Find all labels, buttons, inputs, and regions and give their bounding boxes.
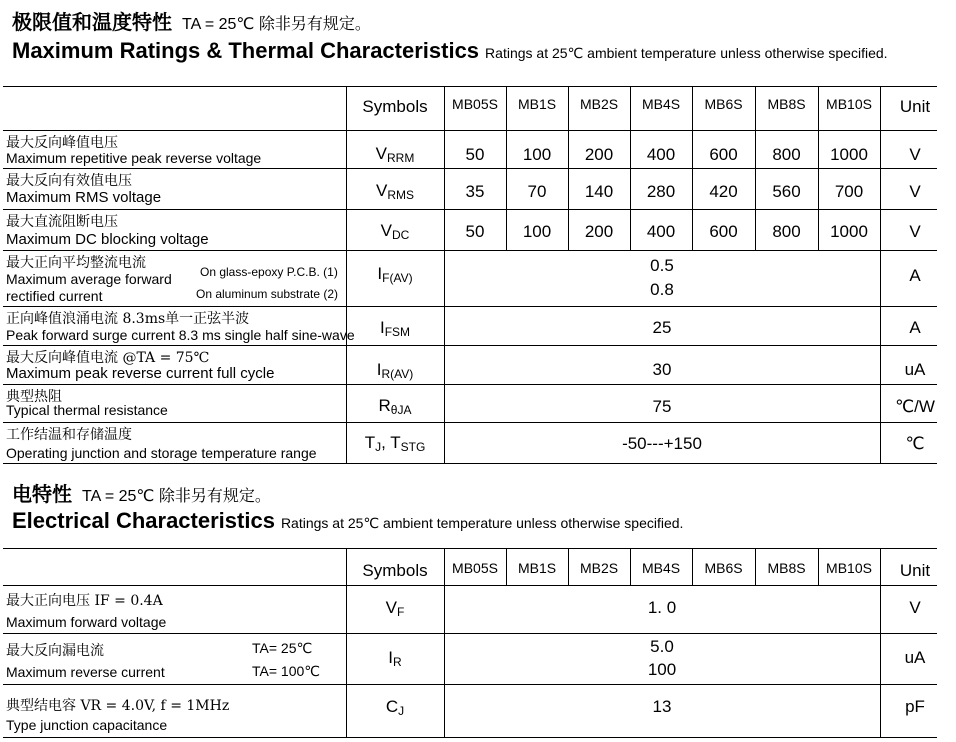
- model-header: MB05S: [452, 96, 498, 112]
- unit-cell: V: [909, 145, 921, 164]
- elec-heading-cn: [12, 478, 271, 507]
- unit-cell: A: [909, 318, 921, 337]
- model-header: MB2S: [579, 560, 619, 576]
- param-en: Maximum peak reverse current full cycle: [6, 365, 275, 382]
- param-cn: 最大反向漏电流: [6, 643, 104, 659]
- param-en: Maximum RMS voltage: [6, 189, 162, 206]
- model-header: MB2S: [579, 96, 619, 112]
- model-header: MB1S: [517, 96, 557, 112]
- model-header: MB6S: [704, 96, 743, 112]
- symbol: $I_R$: [388, 648, 402, 669]
- value-cell: 100: [522, 145, 552, 164]
- value-cell: 13: [652, 697, 672, 716]
- value-cell: 200: [584, 145, 614, 164]
- unit-cell: V: [909, 598, 921, 617]
- max-condition-cn: TA = 25℃ 除非另有规定。: [182, 16, 371, 33]
- unit-cell: V: [909, 222, 921, 241]
- model-header: MB1S: [517, 560, 557, 576]
- unit-cell: A: [909, 266, 921, 285]
- symbol: $R_{\theta JA}$: [378, 396, 412, 417]
- param-en: Maximum reverse current: [6, 664, 165, 680]
- value-cell: 30: [652, 360, 672, 379]
- symbol: $I_{F(AV)}$: [377, 264, 413, 285]
- unit-cell: uA: [904, 360, 926, 379]
- elec-heading-en: [12, 508, 683, 534]
- param-cn: 最大反向峰值电压: [6, 135, 118, 151]
- model-header: MB8S: [767, 96, 806, 112]
- value-cell: 0.8: [650, 280, 674, 299]
- value-cell: -50---+150: [622, 434, 702, 453]
- value-cell: 560: [772, 182, 801, 201]
- param-en: Operating junction and storage temperature range: [6, 445, 317, 461]
- max-condition-en: Ratings at 25℃ ambient temperature unless otherwise specified.: [485, 45, 888, 61]
- unit-cell: V: [909, 182, 921, 201]
- param-en: Peak forward surge current 8.3 ms single half sine-wave: [6, 327, 355, 343]
- symbol: $C_J$: [385, 697, 405, 718]
- param-cn: 典型热阻: [6, 389, 62, 405]
- param-cn: 最大反向有效值电压: [6, 173, 132, 189]
- value-cell: 5.0: [650, 637, 674, 656]
- param-cn: 最大正向平均整流电流: [6, 255, 146, 271]
- elec-condition-cn: TA = 25℃ 除非另有规定。: [82, 488, 271, 505]
- max-heading-cn: [12, 6, 371, 35]
- value-cell: 200: [584, 222, 614, 241]
- param-en: Maximum repetitive peak reverse voltage: [6, 150, 262, 166]
- value-cell: 35: [465, 182, 485, 201]
- symbol: $V_{DC}$: [380, 221, 410, 242]
- value-cell: 1000: [830, 222, 868, 241]
- condition-label: On aluminum substrate (2): [196, 287, 339, 301]
- symbols-header: Symbols: [362, 97, 428, 116]
- model-header: MB4S: [641, 560, 681, 576]
- max-title-cn: 极限值和温度特性: [12, 12, 172, 34]
- param-en: Maximum forward voltage: [6, 614, 167, 630]
- unit-header: Unit: [899, 97, 931, 116]
- elec-title-cn: 电特性: [12, 484, 72, 506]
- symbol: $V_F$: [385, 598, 405, 619]
- model-header: MB10S: [826, 96, 872, 112]
- value-cell: 600: [709, 145, 738, 164]
- value-cell: 70: [527, 182, 547, 201]
- param-en: Maximum average forward: [6, 271, 172, 287]
- symbol: $V_{RRM}$: [375, 144, 415, 165]
- condition-label: On glass-epoxy P.C.B. (1): [200, 265, 338, 279]
- model-header: MB4S: [641, 96, 681, 112]
- value-cell: 800: [772, 222, 801, 241]
- value-cell: 400: [646, 145, 676, 164]
- value-cell: 25: [652, 318, 672, 337]
- param-cn: 工作结温和存储温度: [6, 427, 132, 443]
- condition-label: TA= 25℃: [252, 640, 313, 656]
- param-cn: 最大反向峰值电流 @TA = 75℃: [6, 350, 210, 366]
- value-cell: 800: [772, 145, 801, 164]
- value-cell: 420: [709, 182, 738, 201]
- max-title-en: Maximum Ratings & Thermal Characteristics: [12, 38, 480, 63]
- symbol: $I_{R(AV)}$: [376, 360, 414, 381]
- value-cell: 400: [646, 222, 676, 241]
- model-header: MB6S: [704, 560, 743, 576]
- value-cell: 600: [709, 222, 738, 241]
- value-cell: 140: [584, 182, 614, 201]
- param-cn: 正向峰值浪涌电流 8.3ms单一正弦半波: [6, 311, 250, 327]
- model-header: MB05S: [452, 560, 498, 576]
- value-cell: 75: [652, 397, 672, 416]
- unit-cell: uA: [904, 648, 926, 667]
- value-cell: 280: [646, 182, 676, 201]
- value-cell: 50: [465, 145, 485, 164]
- symbols-header: Symbols: [362, 561, 428, 580]
- condition-label: TA= 100℃: [252, 663, 320, 679]
- symbol: $V_{RMS}$: [375, 181, 414, 202]
- value-cell: 100: [647, 660, 677, 679]
- param-en: Typical thermal resistance: [6, 402, 168, 418]
- value-cell: 1. 0: [647, 598, 677, 617]
- value-cell: 0.5: [650, 256, 674, 275]
- value-cell: 100: [522, 222, 552, 241]
- param-cn: 最大正向电压 IF = 0.4A: [6, 593, 163, 609]
- value-cell: 1000: [830, 145, 868, 164]
- unit-cell: ℃: [905, 434, 925, 453]
- param-cn: 典型结电容 VR = 4.0V, f = 1MHz: [6, 698, 230, 714]
- unit-cell: ℃/W: [895, 397, 935, 416]
- elec-condition-en: Ratings at 25℃ ambient temperature unless otherwise specified.: [280, 515, 684, 531]
- unit-header: Unit: [899, 561, 931, 580]
- model-header: MB10S: [826, 560, 872, 576]
- unit-cell: pF: [905, 697, 925, 716]
- value-cell: 700: [834, 182, 864, 201]
- symbol: $I_{FSM}$: [379, 318, 411, 339]
- value-cell: 50: [465, 222, 485, 241]
- elec-title-en: Electrical Characteristics: [12, 508, 275, 533]
- param-en: Type junction capacitance: [6, 717, 168, 733]
- max-heading-en: [12, 38, 888, 64]
- symbol: $T_J$, $T_{STG}$: [364, 433, 426, 454]
- param-en: Maximum DC blocking voltage: [6, 231, 209, 248]
- param-en: rectified current: [6, 288, 103, 304]
- model-header: MB8S: [767, 560, 806, 576]
- param-cn: 最大直流阻断电压: [6, 214, 118, 230]
